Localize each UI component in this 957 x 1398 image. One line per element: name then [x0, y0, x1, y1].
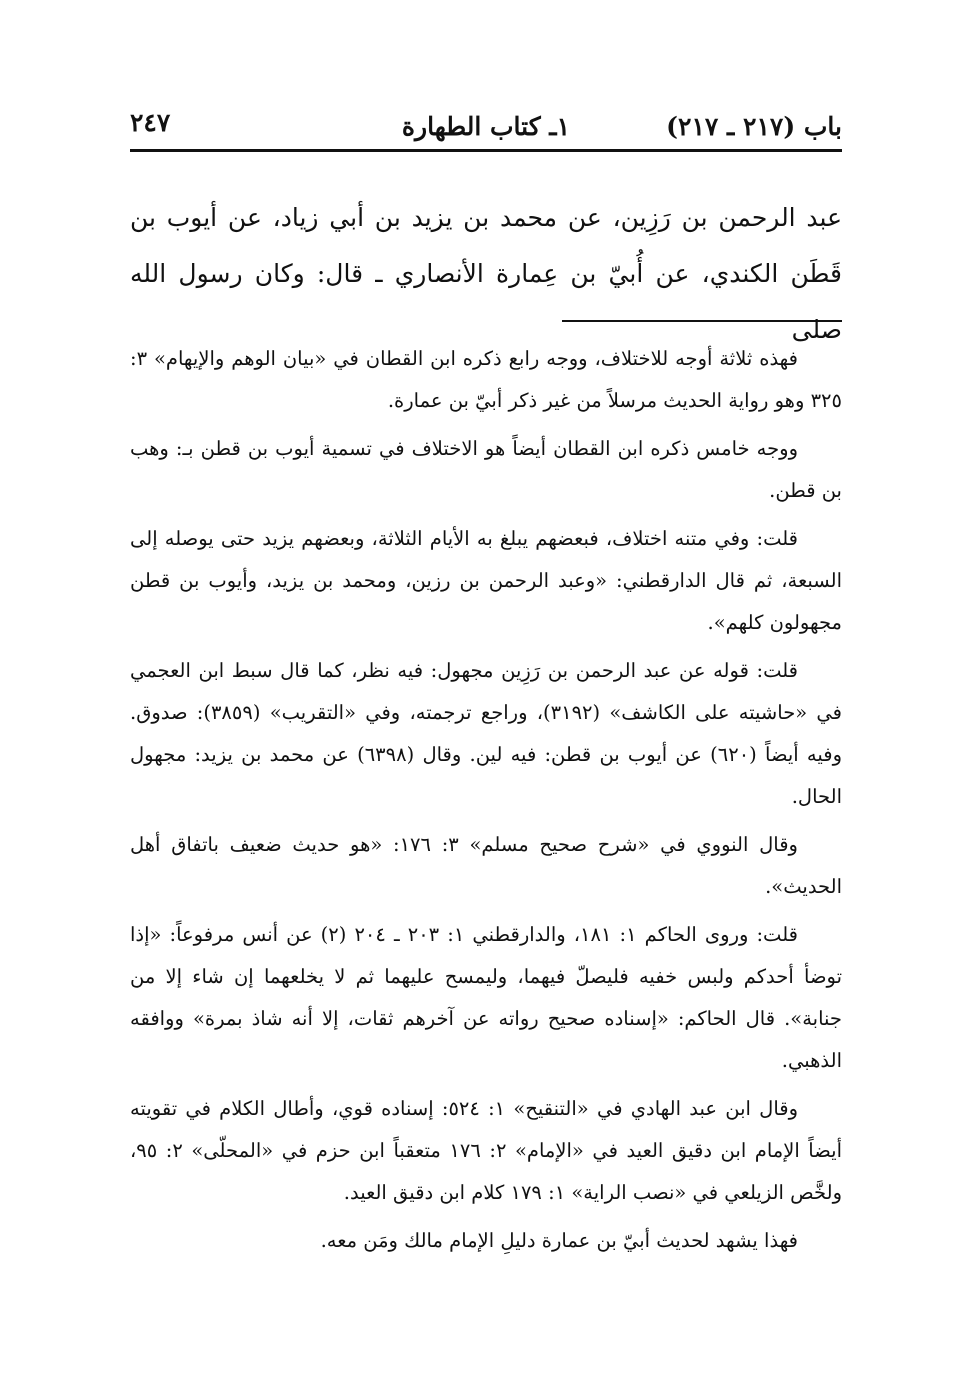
- book-heading: ١ـ كتاب الطهارة: [401, 112, 571, 141]
- footnotes: [130, 338, 842, 1268]
- header-rule: [130, 149, 842, 152]
- footnote-separator: [562, 320, 842, 322]
- footnote-paragraph: وقال النووي في «شرح صحيح مسلم» ٣: ١٧٦: «هو حديث ضعيف باتفاق أهل الحديث».: [130, 833, 842, 898]
- chapter-heading: باب (٢١٧ ـ ٢١٧): [666, 112, 842, 141]
- footnote-paragraph: ووجه خامس ذكره ابن القطان أيضاً هو الاختلاف في تسمية أيوب بن قطن بـ: وهب بن قطن.: [130, 437, 842, 502]
- running-header: [130, 108, 842, 152]
- footnote-paragraph: فهذا يشهد لحديث أبيّ بن عمارة دليلِ الإمام مالك ومَن معه.: [320, 1229, 798, 1252]
- page-number: ٢٤٧: [130, 108, 171, 137]
- footnote-paragraph: قلت: وفي متنه اختلاف، فبعضهم يبلغ به الأيام الثلاثة، وبعضهم يزيد حتى يوصله إلى السبعة، ثم قال الدارقطني: «وعبد الرحمن بن رزين، ومحمد بن يزيد، وأيوب بن قطن مجهولون كلهم».: [130, 527, 842, 634]
- main-text: عبد الرحمن بن رَزِين، عن محمد بن يزيد بن أبي زياد، عن أيوب بن قَطَن الكندي، عن أُبيّ بن عِمارة الأنصاري ـ قال: وكان رسول الله صلى: [130, 203, 842, 344]
- footnote-paragraph: وقال ابن عبد الهادي في «التنقيح» ١: ٥٢٤: إسناده قوي، وأطال الكلام في تقويته أيضاً الإمام ابن دقيق العيد في «الإمام» ٢: ١٧٦ متعقباً ابن حزم في «المحلّى» ٢: ٩٥، ولخَّص الزيلعي في «نصب الراية» ١: ١٧٩ كلام ابن دقيق العيد.: [130, 1097, 842, 1204]
- footnote-paragraph: فهذه ثلاثة أوجه للاختلاف، ووجه رابع ذكره ابن القطان في «بيان الوهم والإيهام» ٣: ٣٢٥ وهو رواية الحديث مرسلاً من غير ذكر أبيّ بن عمارة.: [130, 347, 842, 412]
- footnote-paragraph: قلت: وروى الحاكم ١: ١٨١، والدارقطني ١: ٢٠٣ ـ ٢٠٤ (٢) عن أنس مرفوعاً: «إذا توضأ أحدكم ولبس خفيه فليصلّ فيهما، وليمسح عليهما ثم لا يخلعهما إن شاء إلا من جنابة». قال الحاكم: «إسناده صحيح رواته عن آخرهم ثقات، إلا أنه شاذ بمرة» ووافقه الذهبي.: [130, 923, 842, 1072]
- footnote-paragraph: قلت: قوله عن عبد الرحمن بن رَزِين مجهول: فيه نظر، كما قال سبط ابن العجمي في «حاشيته على الكاشف» (٣١٩٢)، وراجع ترجمته، وفي «التقريب» (٣٨٥٩): صدوق. وفيه أيضاً (٦٢٠) عن أيوب بن قطن: فيه لين. وقال (٦٣٩٨) عن محمد بن يزيد: مجهول الحال.: [130, 659, 843, 808]
